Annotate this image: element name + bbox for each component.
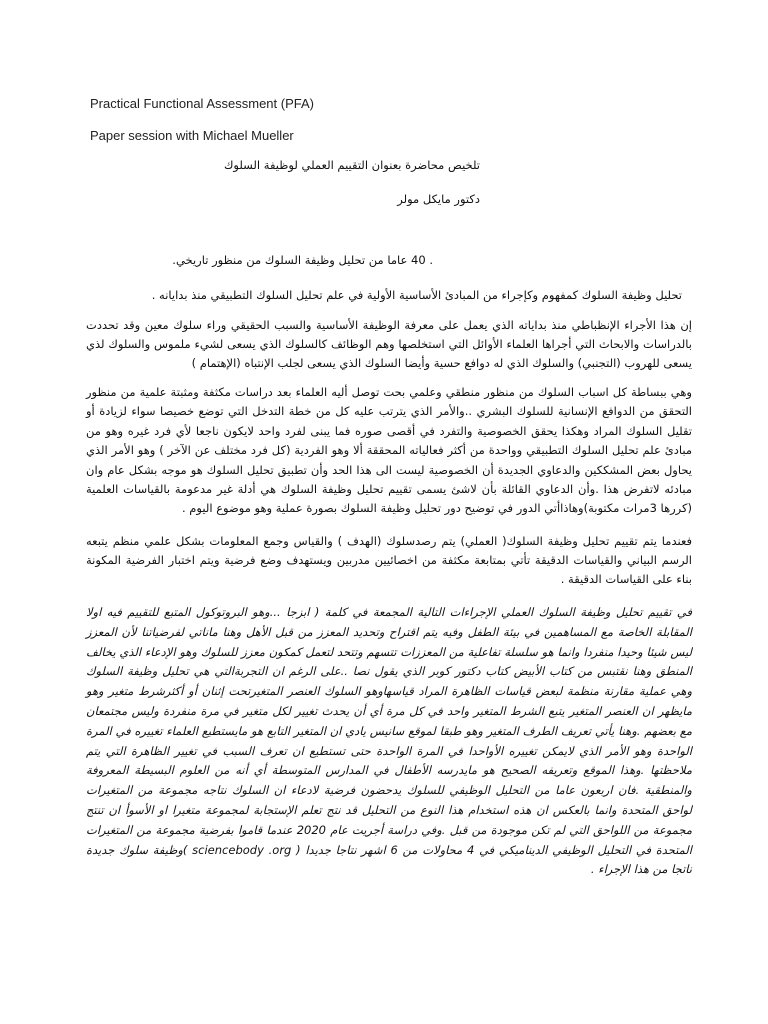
- author-name: دكتور مايكل مولر: [397, 192, 480, 206]
- intro-line-1: . 40 عاما من تحليل وظيفة السلوك من منظور تاريخي.: [172, 253, 433, 267]
- paragraph-4: في تقييم تحليل وظيفة السلوك العملي الإجراءات التالية المجمعة في كلمة ( ابزجا ...وهو البروتوكول المتبع للتقييم فيه اولا المقابلة الخاصة مع المساهمين في بيئة الطفل وفيه يتم اقتراح وتحديد المعزز من قبل الأهل وهنا ماناتي لفرضياتنا لأن المعزز ليس شيئا وحيدا منفردا وانما هو سلسلة تفاعلية من المعززات تتسهم وتتحد لتعمل كمكون معزز للسلوك وهو الإدعاء الذي يخالف المنطق وهنا نقتبس من كتاب الأبيض كتاب دكتور كوبر الذي يقول نصا ..على الرغم ان التجربةالتي هي تحليل وظيفة السلوك وهي عملية مقارنة منظمة لبعض قياسات الظاهرة المراد قياسهاوهو السلوك العنصر المتغيرتحت إثنان أو أكثرشرط متغير وهو مايظهر ان العنصر المتغير يتبع الشرط المتغير واحد في كل مرة أي أن يحدث تغيير لكل متغير في مرة منفردة وليس مجتمعان مع بعضهم .وهنا يأتي تعريف الطرف المتغير وهو طبقا لموقع سانيس يادي ان المتغير التابع هو مايستطيع العلماء تغييره في المرة الواحدة وهو الأمر الذي لايمكن تغييره الأواحدا في المرة الواحدة حتى تستطيع ان تعرف السبب في تغيير الظاهرة التي يتم ملاحظتها .وهذا الموقع وتعريفه الصحيح هو مايدرسه الأطفال في المدارس المتوسطة أي أنه من العلوم البسيطة المعروفة والمنطقية .فان اربعون عاما من التحليل الوظيفي للسلوك يدحضون فرضية لادعاء ان السلوك نتاجه مجموعة من المتغيرات لواحق المتحدة وانما بالعكس ان هذه استخدام هذا النوع من التحليل قد نتج تعلم الإستجابة لمجموعة متغيرا او الأسوأ ان تنتج مجموعة من اللواحق التي لم تكن موجودة من قبل .وفي دراسة أجريت عام 2020 عندما قاموا بفرضية مجموعة من المتغيرات المتحدة في التحليل الوظيفي الديناميكي في 4 محاولات من 6 اشهر نتاجا جديدا ( sciencebody .org )وظيفة سلوك جديدة ناتجا من هذا الإجراء .: [86, 605, 693, 877]
- document-subtitle: Paper session with Michael Mueller: [90, 128, 294, 143]
- document-title: Practical Functional Assessment (PFA): [90, 96, 314, 111]
- paragraph-2: وهي ببساطة كل اسباب السلوك من منظور منطقي وعلمي بحت توصل أليه العلماء بعد دراسات مكثفة ومثبتة علمية من منظور التحقق من الدوافع الإنسانية للسلوك البشري ..والأمر الذي يترتب عليه كل من خطة التدخل التي توضع خصيصا سواء لزيادة أو تقليل السلوك المراد وهكذا يحقق الخصوصية والتفرد في أقصى صوره فما يبنى لفرد واحد لايكون ناجعا لأي فرد غيره وهو من مبادئ علم تحليل السلوك التطبيقي وواحدة من أكثر فعالياته المحققة ألا وهو الفردية (كل فرد مختلف عن الآخر ) وهو الأمر الذي يحاول بعض المشككين والدعاوي الجديدة أن الخصوصية ليست الى هذا الحد وأن تطبيق تحليل السلوك هو موجه بشكل عام وان مبادئه لاتفرض هذا .وأن الدعاوي القائلة بأن لاشئ يسمى تقييم تحليل وظيفة السلوك هي أدلة غير مدعومة بالقياسات العلمية (كررها 3مرات مكتوبة)وهاذاأتي الدور في توضيح دور تحليل وظيفة السلوك بصورة عملية وهو موضوع اليوم .: [86, 385, 692, 516]
- intro-line-2: تحليل وظيفة السلوك كمفهوم وكإجراء من المبادئ الأساسية الأولية في علم تحليل السلوك التطبيقي منذ بدايانه .: [151, 288, 682, 302]
- arabic-title: تلخيص محاضرة بعنوان التقييم العملي لوظيفة السلوك: [223, 158, 480, 172]
- paragraph-3: فعندما يتم تقييم تحليل وظيفة السلوك( العملي) يتم رصدسلوك (الهدف ) والقياس وجمع المعلومات بشكل علمي منظم يتبعه الرسم البياني والقياسات الدقيقة تأتي بمتابعة مكثفة من اخصائيين مدربين ويستهدف وضع فرضية ويتم اختبار الفرضية المكونة بناء على القياسات الدقيقة .: [86, 534, 692, 586]
- paragraph-1: إن هذا الأجراء الإنظباطي منذ بداياته الذي يعمل على معرفة الوظيفة الأساسية والسبب الحقيقي وراء سلوك معين وقد تحددت بالدراسات والابحاث التي أجراها العلماء الأوائل التي استخلصها وهم الوظائف كالسلوك الذي يسعى لشيء ملموس والسلوك لذي يسعى للهروب (التجنبي) والسلوك الذي له دوافع حسية وأيضا السلوك الذي يسعى لجلب الإنتباه (الإهتمام ): [86, 318, 692, 370]
